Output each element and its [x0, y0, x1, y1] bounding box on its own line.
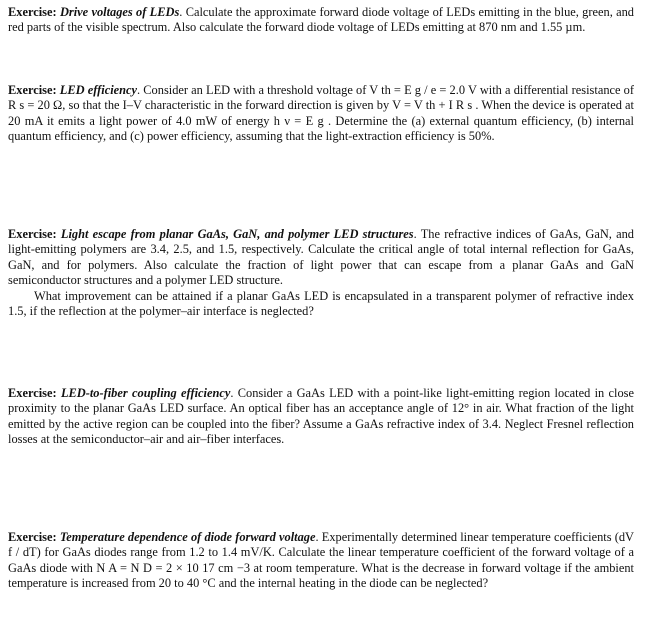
- exercise-label: Exercise:: [8, 83, 57, 97]
- exercise-paragraph: [8, 386, 634, 448]
- exercise-body: . Consider an LED with a threshold voltage of V th = E g / e = 2.0 V with a differential resistance of R s = 20 Ω, so that the I–V characteristic in the forward direction is given by V = V th + I R s . When the device is operated at 20 mA it emits a light power of 4.0 mW of energy h ν = E g . Determine the (a) external quantum efficiency, (b) internal quantum efficiency, and (c) power efficiency, assuming that the light-extraction efficiency is 50%.: [8, 83, 634, 144]
- exercise-title: Temperature dependence of diode forward voltage: [59, 530, 316, 544]
- exercise-paragraph: [8, 5, 634, 36]
- exercise-title: Light escape from planar GaAs, GaN, and polymer LED structures: [60, 227, 414, 241]
- exercise-paragraph: [8, 530, 634, 592]
- exercise-paragraph-continued: What improvement can be attained if a planar GaAs LED is encapsulated in a transparent polymer of refractive index 1.5, if the reflection at the polymer–air interface is neglected?: [8, 288, 634, 319]
- exercise-body: . Consider a GaAs LED with a point-like light-emitting region located in close proximity to the planar GaAs LED surface. An optical fiber has an acceptance angle of 12° in air. What fraction of the light emitted by the active region can be coupled into the fiber? Assume a GaAs refractive index of 3.4. Neglect Fresnel reflection losses at the semiconductor–air and air–fiber interfaces.: [8, 386, 634, 447]
- exercise-title: LED-to-fiber coupling efficiency: [60, 386, 231, 400]
- exercise-drive-voltages: [8, 5, 634, 36]
- exercise-label: Exercise:: [8, 530, 57, 544]
- exercise-label: Exercise:: [8, 227, 57, 241]
- exercise-body: . Experimentally determined linear temperature coefficients (dV f / dT) for GaAs diodes range from 1.2 to 1.4 mV/K. Calculate the linear temperature coefficient of the forward voltage of a GaAs diode with N A = N D = 2 × 10 17 cm −3 at room temperature. What is the decrease in forward voltage if the ambient temperature is increased from 20 to 40 °C and the internal heating in the diode can be neglected?: [8, 530, 634, 591]
- exercise-body: . Calculate the approximate forward diode voltage of LEDs emitting in the blue, green, and red parts of the visible spectrum. Also calculate the forward diode voltage of LEDs emitting at 870 nm and 1.55 µm.: [8, 5, 634, 35]
- exercise-paragraph: [8, 227, 634, 289]
- exercise-label: Exercise:: [8, 5, 57, 19]
- exercise-light-escape: [8, 227, 634, 319]
- exercise-body: . The refractive indices of GaAs, GaN, and light-emitting polymers are 3.4, 2.5, and 1.5, respectively. Calculate the critical angle of total internal reflection for GaAs, GaN, and for polymers. Also calculate the fraction of light power that can escape from a planar GaAs and GaN semiconductor structures and a polymer LED structure.: [8, 227, 634, 288]
- exercise-paragraph: [8, 83, 634, 145]
- exercise-led-fiber-coupling: [8, 386, 634, 448]
- exercise-title: Drive voltages of LEDs: [59, 5, 180, 19]
- exercise-title: LED efficiency: [59, 83, 138, 97]
- exercise-label: Exercise:: [8, 386, 57, 400]
- exercise-temperature-dependence: [8, 530, 634, 592]
- exercise-led-efficiency: [8, 83, 634, 145]
